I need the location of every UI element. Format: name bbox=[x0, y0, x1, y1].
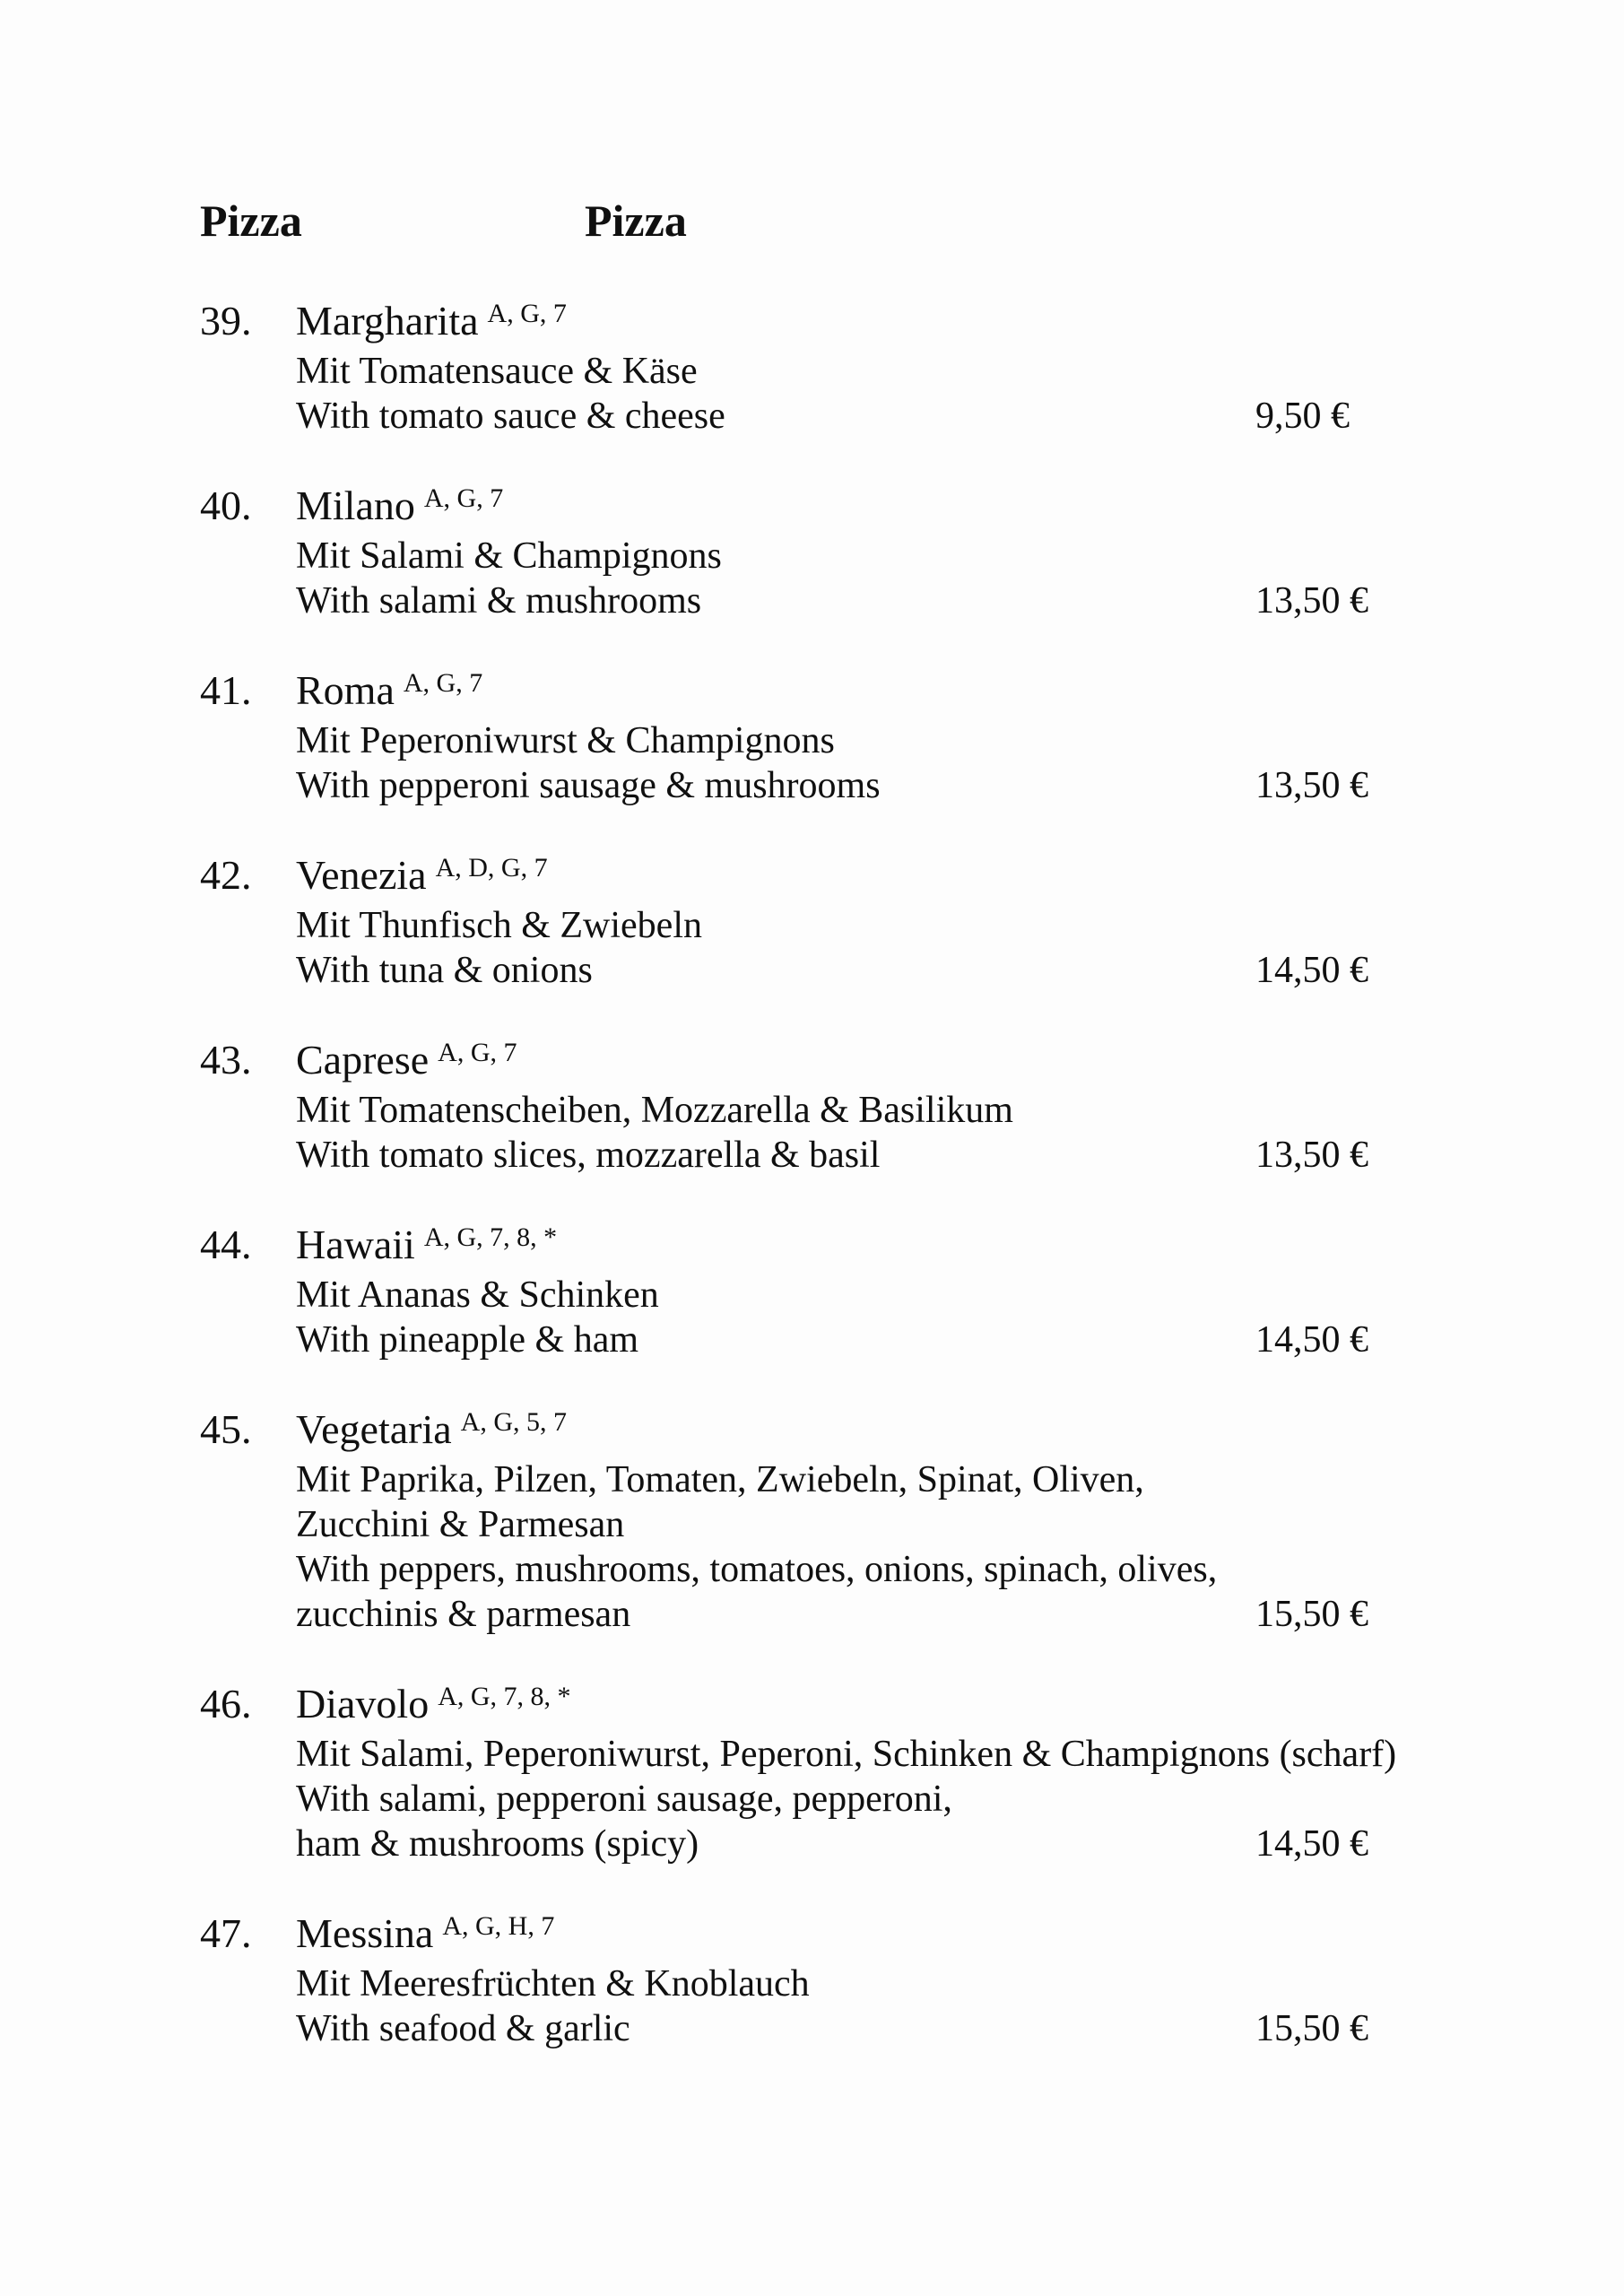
item-description-en: ham & mushrooms (spicy) bbox=[296, 1823, 699, 1865]
section-title-german: Pizza bbox=[200, 196, 302, 246]
item-description-en: With seafood & garlic bbox=[296, 2008, 630, 2049]
item-price: 15,50 € bbox=[1255, 2008, 1368, 2049]
item-name-line bbox=[296, 483, 1588, 534]
item-name: Caprese bbox=[296, 1037, 430, 1083]
item-description-de: Zucchini & Parmesan bbox=[296, 1504, 625, 1545]
item-description-en: With tomato slices, mozzarella & basil bbox=[296, 1135, 881, 1176]
menu-item-44 bbox=[200, 1222, 1588, 1362]
item-allergen-codes: A, G, 5, 7 bbox=[460, 1407, 568, 1437]
item-price: 9,50 € bbox=[1255, 396, 1350, 437]
item-content bbox=[296, 1222, 1588, 1362]
menu-item-47 bbox=[200, 1911, 1588, 2051]
item-name: Hawaii bbox=[296, 1222, 415, 1267]
item-price: 13,50 € bbox=[1255, 580, 1368, 622]
item-content bbox=[296, 1038, 1588, 1178]
menu-item-43 bbox=[200, 1038, 1588, 1178]
item-price: 15,50 € bbox=[1255, 1594, 1368, 1635]
item-number: 44. bbox=[200, 1222, 252, 1267]
menu-item-42 bbox=[200, 853, 1588, 993]
item-content bbox=[296, 1911, 1588, 2051]
item-name-line bbox=[296, 299, 1588, 349]
item-content bbox=[296, 853, 1588, 993]
item-name-line bbox=[296, 853, 1588, 903]
menu-item-45 bbox=[200, 1407, 1588, 1637]
item-description-en: With pepperoni sausage & mushrooms bbox=[296, 765, 881, 806]
item-description-en: With tuna & onions bbox=[296, 950, 593, 991]
menu-item-39 bbox=[200, 299, 1588, 439]
item-description-de: Mit Meeresfrüchten & Knoblauch bbox=[296, 1963, 810, 2005]
item-allergen-codes: A, G, H, 7 bbox=[442, 1911, 555, 1941]
item-name-line bbox=[296, 1911, 1588, 1961]
item-content bbox=[296, 1407, 1588, 1637]
item-allergen-codes: A, G, 7, 8, * bbox=[438, 1682, 571, 1711]
item-description-en: With peppers, mushrooms, tomatoes, onions, spinach, olives, bbox=[296, 1549, 1218, 1590]
item-allergen-codes: A, D, G, 7 bbox=[435, 853, 548, 883]
item-name: Margharita bbox=[296, 298, 479, 344]
item-price: 14,50 € bbox=[1255, 950, 1368, 991]
item-description-de: Mit Ananas & Schinken bbox=[296, 1274, 659, 1316]
item-name: Milano bbox=[296, 483, 415, 528]
item-number: 41. bbox=[200, 667, 252, 713]
item-number: 40. bbox=[200, 483, 252, 528]
item-content bbox=[296, 299, 1588, 439]
item-description-en: zucchinis & parmesan bbox=[296, 1594, 631, 1635]
section-header bbox=[200, 196, 687, 246]
item-content bbox=[296, 483, 1588, 623]
item-description-en: With salami, pepperoni sausage, pepperoni, bbox=[296, 1779, 952, 1820]
item-description-de: Mit Salami & Champignons bbox=[296, 535, 722, 577]
item-price: 13,50 € bbox=[1255, 765, 1368, 806]
item-description-de: Mit Tomatensauce & Käse bbox=[296, 351, 698, 392]
item-price: 14,50 € bbox=[1255, 1319, 1368, 1361]
item-description-de: Mit Thunfisch & Zwiebeln bbox=[296, 905, 702, 946]
item-description-en: With salami & mushrooms bbox=[296, 580, 702, 622]
menu-item-46 bbox=[200, 1682, 1588, 1866]
item-number: 42. bbox=[200, 852, 252, 898]
item-name: Messina bbox=[296, 1910, 434, 1956]
item-description-de: Mit Tomatenscheiben, Mozzarella & Basilikum bbox=[296, 1090, 1013, 1131]
item-description-de: Mit Salami, Peperoniwurst, Peperoni, Schinken & Champignons (scharf) bbox=[296, 1734, 1397, 1775]
item-name-line bbox=[296, 668, 1588, 718]
item-number: 39. bbox=[200, 298, 252, 344]
item-description-de: Mit Peperoniwurst & Champignons bbox=[296, 720, 835, 761]
item-allergen-codes: A, G, 7 bbox=[438, 1038, 517, 1067]
item-content bbox=[296, 668, 1588, 808]
item-description-de: Mit Paprika, Pilzen, Tomaten, Zwiebeln, Spinat, Oliven, bbox=[296, 1459, 1144, 1500]
item-name: Roma bbox=[296, 667, 395, 713]
item-name-line bbox=[296, 1407, 1588, 1457]
item-name: Venezia bbox=[296, 852, 427, 898]
item-allergen-codes: A, G, 7 bbox=[423, 483, 504, 513]
item-name: Diavolo bbox=[296, 1681, 430, 1726]
item-name-line bbox=[296, 1682, 1588, 1732]
item-number: 43. bbox=[200, 1037, 252, 1083]
menu-item-list bbox=[200, 299, 1588, 2096]
item-price: 14,50 € bbox=[1255, 1823, 1368, 1865]
item-allergen-codes: A, G, 7 bbox=[487, 299, 567, 328]
item-description-en: With pineapple & ham bbox=[296, 1319, 639, 1361]
item-price: 13,50 € bbox=[1255, 1135, 1368, 1176]
item-content bbox=[296, 1682, 1588, 1866]
item-name-line bbox=[296, 1222, 1588, 1273]
item-description-en: With tomato sauce & cheese bbox=[296, 396, 725, 437]
menu-item-40 bbox=[200, 483, 1588, 623]
item-allergen-codes: A, G, 7, 8, * bbox=[423, 1222, 558, 1252]
item-number: 45. bbox=[200, 1406, 252, 1452]
section-title-english: Pizza bbox=[585, 196, 687, 246]
item-number: 46. bbox=[200, 1681, 252, 1726]
menu-item-41 bbox=[200, 668, 1588, 808]
item-allergen-codes: A, G, 7 bbox=[403, 668, 483, 698]
item-number: 47. bbox=[200, 1910, 252, 1956]
item-name-line bbox=[296, 1038, 1588, 1088]
item-name: Vegetaria bbox=[296, 1406, 452, 1452]
